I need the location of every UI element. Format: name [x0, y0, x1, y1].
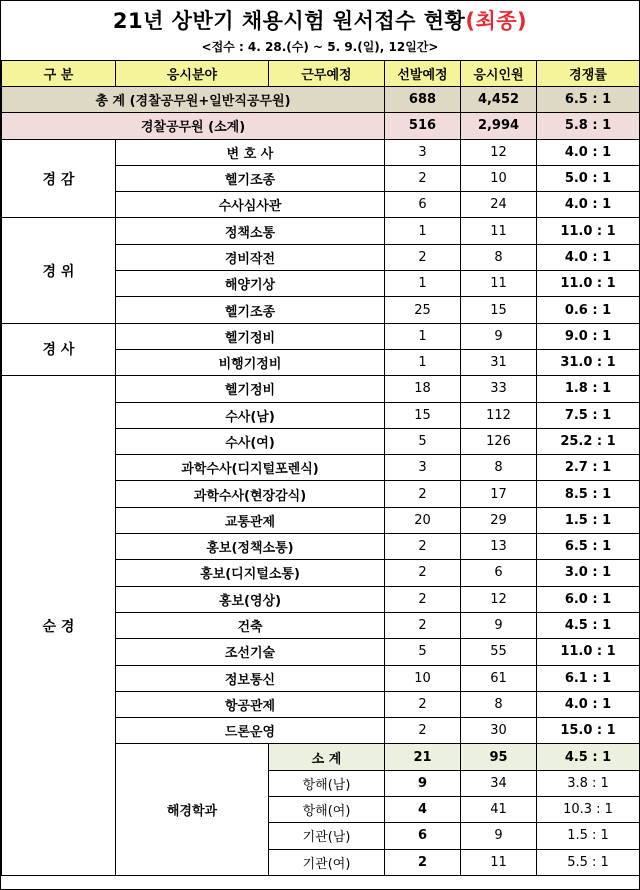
- header-row: [2, 61, 640, 87]
- title-final: (최종): [465, 9, 528, 33]
- total-selected: 688: [385, 87, 461, 113]
- title-main: 21년 상반기 채용시험 원서접수 현황: [112, 9, 466, 33]
- rank-cell: 경 감: [2, 139, 116, 218]
- ratio-cell: 31.0 : 1: [537, 349, 640, 375]
- marine-subtotal-selected: 21: [385, 744, 461, 770]
- total-row: [2, 87, 640, 113]
- field-cell: 항공관제: [116, 691, 385, 717]
- selected-cell: 5: [385, 639, 461, 665]
- field-cell: 홍보(디지털소통): [116, 560, 385, 586]
- ratio-cell: 0.6 : 1: [537, 297, 640, 323]
- applicants-cell: 11: [461, 271, 537, 297]
- applicants-cell: 8: [461, 244, 537, 270]
- header-field: 응시분야: [116, 61, 269, 87]
- field-cell: 헬기조종: [116, 297, 385, 323]
- ratio-cell: 11.0 : 1: [537, 639, 640, 665]
- ratio-cell: 4.0 : 1: [537, 244, 640, 270]
- total-applicants: 4,452: [461, 87, 537, 113]
- ratio-cell: 1.5 : 1: [537, 823, 640, 849]
- selected-cell: 10: [385, 665, 461, 691]
- applicants-cell: 8: [461, 455, 537, 481]
- total-label: 총 계 (경찰공무원+일반직공무원): [2, 87, 385, 113]
- ratio-cell: 5.5 : 1: [537, 849, 640, 875]
- applicants-cell: 12: [461, 139, 537, 165]
- selected-cell: 18: [385, 376, 461, 402]
- selected-cell: 1: [385, 218, 461, 244]
- police-selected: 516: [385, 113, 461, 139]
- page-subtitle: <접수 : 4. 28.(수) ~ 5. 9.(일), 12일간>: [201, 40, 439, 54]
- field-cell: 정보통신: [116, 665, 385, 691]
- marine-field-cell: 해경학과: [116, 744, 269, 875]
- applicants-cell: 6: [461, 560, 537, 586]
- applicants-cell: 11: [461, 849, 537, 875]
- field-cell: 수사심사관: [116, 192, 385, 218]
- applicants-cell: 9: [461, 823, 537, 849]
- field-cell: 과학수사(디지털포렌식): [116, 455, 385, 481]
- field-cell: 홍보(영상): [116, 586, 385, 612]
- police-ratio: 5.8 : 1: [537, 113, 640, 139]
- selected-cell: 15: [385, 402, 461, 428]
- applicants-cell: 61: [461, 665, 537, 691]
- ratio-cell: 1.8 : 1: [537, 376, 640, 402]
- field-cell: 수사(여): [116, 428, 385, 454]
- selected-cell: 6: [385, 192, 461, 218]
- selected-cell: 2: [385, 612, 461, 638]
- applicants-cell: 41: [461, 797, 537, 823]
- ratio-cell: 11.0 : 1: [537, 271, 640, 297]
- selected-cell: 5: [385, 428, 461, 454]
- field-cell: 교통관제: [116, 507, 385, 533]
- applicants-cell: 29: [461, 507, 537, 533]
- table-row: [2, 218, 640, 244]
- applicants-cell: 13: [461, 534, 537, 560]
- applicants-cell: 126: [461, 428, 537, 454]
- applicants-cell: 112: [461, 402, 537, 428]
- rank-cell: 경 사: [2, 323, 116, 376]
- ratio-cell: 25.2 : 1: [537, 428, 640, 454]
- selected-cell: 25: [385, 297, 461, 323]
- table-row: [2, 323, 640, 349]
- applicants-cell: 9: [461, 323, 537, 349]
- selected-cell: 2: [385, 481, 461, 507]
- selected-cell: 3: [385, 139, 461, 165]
- ratio-cell: 6.1 : 1: [537, 665, 640, 691]
- selected-cell: 2: [385, 691, 461, 717]
- applicants-cell: 34: [461, 770, 537, 796]
- ratio-cell: 6.5 : 1: [537, 534, 640, 560]
- table-row: [2, 139, 640, 165]
- applicants-cell: 24: [461, 192, 537, 218]
- selected-cell: 2: [385, 534, 461, 560]
- workplace-cell: 항해(남): [269, 770, 385, 796]
- selected-cell: 2: [385, 718, 461, 744]
- marine-subtotal-ratio: 4.5 : 1: [537, 744, 640, 770]
- field-cell: 변 호 사: [116, 139, 385, 165]
- rank-cell: 경 위: [2, 218, 116, 323]
- header-applicants: 응시인원: [461, 61, 537, 87]
- selected-cell: 9: [385, 770, 461, 796]
- header-ratio: 경쟁률: [537, 61, 640, 87]
- applicants-cell: 8: [461, 691, 537, 717]
- selected-cell: 2: [385, 560, 461, 586]
- selected-cell: 2: [385, 165, 461, 191]
- applicants-cell: 55: [461, 639, 537, 665]
- ratio-cell: 4.5 : 1: [537, 612, 640, 638]
- header-workplace: 근무예정: [269, 61, 385, 87]
- police-applicants: 2,994: [461, 113, 537, 139]
- field-cell: 해양기상: [116, 271, 385, 297]
- applicants-cell: 30: [461, 718, 537, 744]
- ratio-cell: 11.0 : 1: [537, 218, 640, 244]
- selected-cell: 2: [385, 586, 461, 612]
- selected-cell: 2: [385, 244, 461, 270]
- total-ratio: 6.5 : 1: [537, 87, 640, 113]
- selected-cell: 1: [385, 349, 461, 375]
- status-table: [1, 60, 640, 876]
- applicants-cell: 31: [461, 349, 537, 375]
- ratio-cell: 1.5 : 1: [537, 507, 640, 533]
- selected-cell: 1: [385, 271, 461, 297]
- workplace-cell: 기관(남): [269, 823, 385, 849]
- ratio-cell: 4.0 : 1: [537, 691, 640, 717]
- applicants-cell: 33: [461, 376, 537, 402]
- selected-cell: 20: [385, 507, 461, 533]
- page-title: [1, 5, 639, 35]
- selected-cell: 4: [385, 797, 461, 823]
- ratio-cell: 3.8 : 1: [537, 770, 640, 796]
- ratio-cell: 10.3 : 1: [537, 797, 640, 823]
- field-cell: 헬기조종: [116, 165, 385, 191]
- header-selected: 선발예정: [385, 61, 461, 87]
- table-row: [2, 376, 640, 402]
- police-label: 경찰공무원 (소계): [2, 113, 385, 139]
- field-cell: 건축: [116, 612, 385, 638]
- applicants-cell: 11: [461, 218, 537, 244]
- header-category: 구 분: [2, 61, 116, 87]
- field-cell: 헬기정비: [116, 323, 385, 349]
- ratio-cell: 5.0 : 1: [537, 165, 640, 191]
- field-cell: 경비작전: [116, 244, 385, 270]
- field-cell: 헬기정비: [116, 376, 385, 402]
- ratio-cell: 4.0 : 1: [537, 192, 640, 218]
- applicants-cell: 12: [461, 586, 537, 612]
- applicants-cell: 15: [461, 297, 537, 323]
- marine-subtotal-applicants: 95: [461, 744, 537, 770]
- field-cell: 드론운영: [116, 718, 385, 744]
- selected-cell: 2: [385, 849, 461, 875]
- marine-subtotal-label: 소 계: [269, 744, 385, 770]
- workplace-cell: 기관(여): [269, 849, 385, 875]
- applicants-cell: 9: [461, 612, 537, 638]
- applicants-cell: 10: [461, 165, 537, 191]
- selected-cell: 6: [385, 823, 461, 849]
- field-cell: 정책소통: [116, 218, 385, 244]
- ratio-cell: 15.0 : 1: [537, 718, 640, 744]
- selected-cell: 3: [385, 455, 461, 481]
- ratio-cell: 4.0 : 1: [537, 139, 640, 165]
- ratio-cell: 3.0 : 1: [537, 560, 640, 586]
- field-cell: 홍보(정책소통): [116, 534, 385, 560]
- field-cell: 과학수사(현장감식): [116, 481, 385, 507]
- selected-cell: 1: [385, 323, 461, 349]
- applicants-cell: 17: [461, 481, 537, 507]
- rank-cell: 순 경: [2, 376, 116, 876]
- ratio-cell: 6.0 : 1: [537, 586, 640, 612]
- workplace-cell: 항해(여): [269, 797, 385, 823]
- field-cell: 비행기정비: [116, 349, 385, 375]
- ratio-cell: 7.5 : 1: [537, 402, 640, 428]
- ratio-cell: 9.0 : 1: [537, 323, 640, 349]
- ratio-cell: 2.7 : 1: [537, 455, 640, 481]
- ratio-cell: 8.5 : 1: [537, 481, 640, 507]
- police-subtotal-row: [2, 113, 640, 139]
- field-cell: 수사(남): [116, 402, 385, 428]
- field-cell: 조선기술: [116, 639, 385, 665]
